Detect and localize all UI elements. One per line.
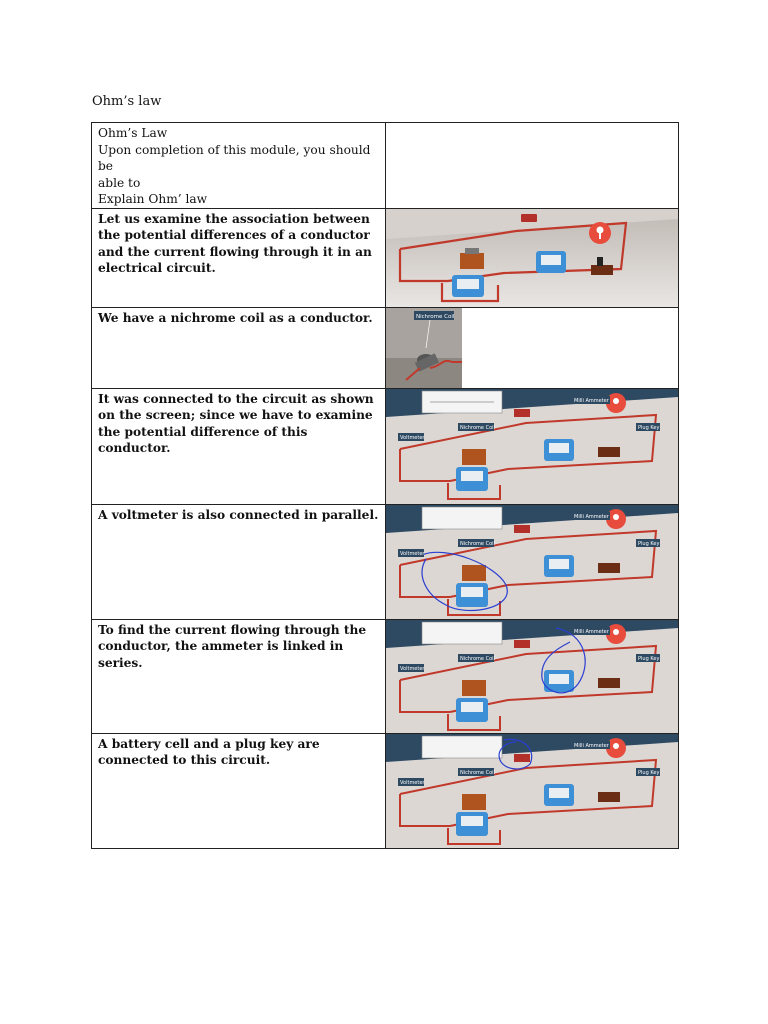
plug-key-label: Plug Key [638,655,660,662]
row-text: To find the current flowing through the conductor, the ammeter is linked in series. [98,622,367,670]
nichrome-coil-image [386,308,678,388]
intro-line: Upon completion of this module, you should be [98,142,371,173]
table-row [92,123,679,209]
coil-label: Nichrome Coil [460,540,495,547]
voltmeter-label: Voltmeter [400,779,425,786]
intro-line: able to [98,175,141,190]
lesson-table [91,122,679,849]
table-row [92,307,679,388]
document-title: Ohm’s law [92,94,162,109]
voltmeter-label: Voltmeter [400,665,425,672]
table-row [92,504,679,619]
plug-key-label: Plug Key [638,769,660,776]
voltmeter-icon [452,275,484,297]
empty-cell [386,123,679,209]
ammeter-highlight-image [386,620,678,733]
key-badge-icon [589,222,611,244]
row-text: It was connected to the circuit as shown on the screen; since we have to examine the potential difference of this conductor. [98,391,374,455]
row-text: We have a nichrome coil as a conductor. [98,310,373,325]
battery-highlight-image [386,734,678,848]
table-row [92,388,679,504]
circuit-overview-image [386,209,678,307]
table-row [92,619,679,733]
table-row [92,733,679,848]
row-text: A voltmeter is also connected in parallel. [98,507,379,522]
ammeter-label: Milli Ammeter [574,513,609,520]
ammeter-label: Milli Ammeter [574,628,609,635]
voltmeter-label: Voltmeter [400,550,425,557]
intro-line: Explain Ohm’ law [98,192,208,206]
voltmeter-label: Voltmeter [400,434,425,441]
table-row [92,208,679,307]
ammeter-icon [536,251,566,273]
ammeter-label: Milli Ammeter [574,397,609,404]
coil-label: Nichrome Coil [460,769,495,776]
ammeter-label: Milli Ammeter [574,742,609,749]
intro-heading: Ohm’s Law [98,126,168,140]
plug-key-label: Plug Key [638,540,660,547]
intro-cell [92,123,386,209]
row-text: Let us examine the association between the potential differences of a conductor and the current flowing through it in an electrical circuit. [98,211,372,275]
labeled-circuit-image [386,389,678,504]
row-text: A battery cell and a plug key are connected to this circuit. [98,736,320,767]
coil-label: Nichrome Coil [416,313,455,320]
coil-label: Nichrome Coil [460,655,495,662]
plug-key-label: Plug Key [638,424,660,431]
voltmeter-highlight-image [386,505,678,619]
coil-label: Nichrome Coil [460,424,495,431]
